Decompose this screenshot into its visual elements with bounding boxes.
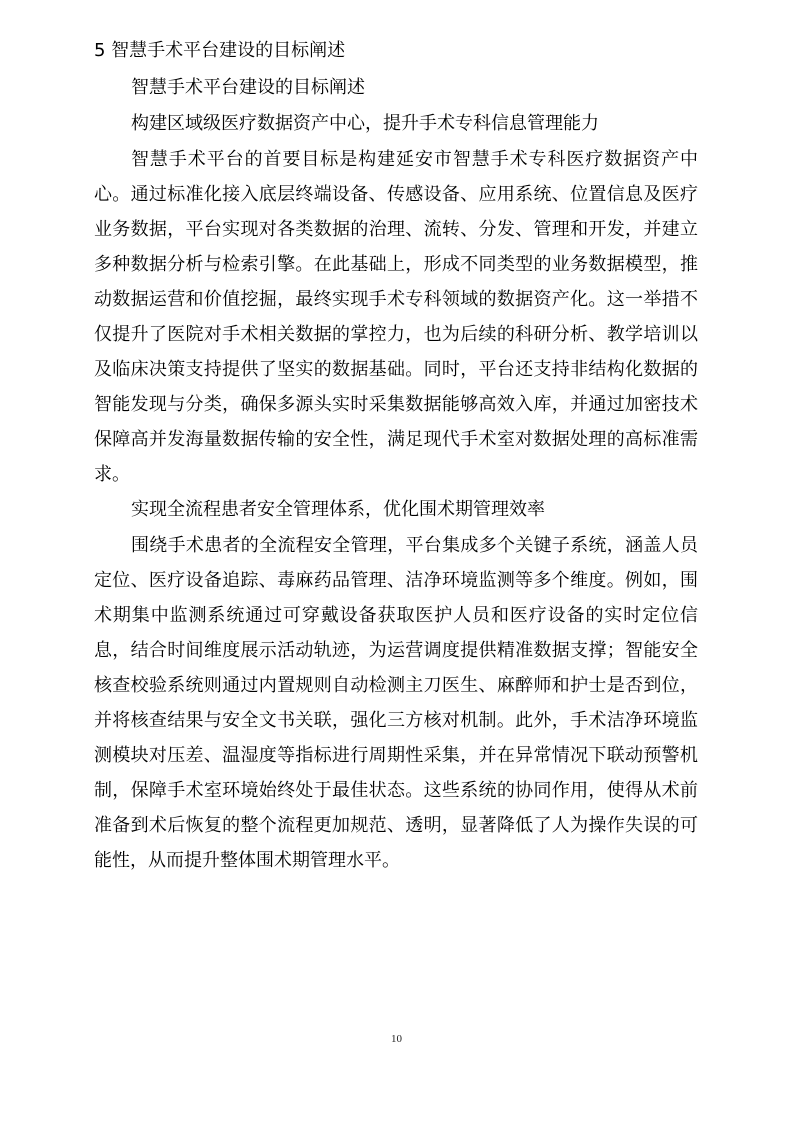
paragraph-data-asset-center: 智慧手术平台的首要目标是构建延安市智慧手术专科医疗数据资产中心。通过标准化接入底层终端设备、传感设备、应用系统、位置信息及医疗业务数据，平台实现对各类数据的治理、流转、分发、管理和开发，并建立多种数据分析与检索引擎。在此基础上，形成不同类型的业务数据模型，推动数据运营和价值挖掘，最终实现手术专科领域的数据资产化。这一举措不仅提升了医院对手术相关数据的掌控力，也为后续的科研分析、教学培训以及临床决策支持提供了坚实的数据基础。同时，平台还支持非结构化数据的智能发现与分类，确保多源头实时采集数据能够高效入库，并通过加密技术保障高并发海量数据传输的安全性，满足现代手术室对数据处理的高标准需求。 [94, 149, 698, 485]
paragraph-patient-safety: 围绕手术患者的全流程安全管理，平台集成多个关键子系统，涵盖人员定位、医疗设备追踪、毒麻药品管理、洁净环境监测等多个维度。例如，围术期集中监测系统通过可穿戴设备获取医护人员和医疗设备的实时定位信息，结合时间维度展示活动轨迹，为运营调度提供精准数据支撑；智能安全核查校验系统则通过内置规则自动检测主刀医生、麻醉师和护士是否到位，并将核查结果与安全文书关联，强化三方核对机制。此外，手术洁净环境监测模块对压差、温湿度等指标进行周期性采集，并在异常情况下联动预警机制，保障手术室环境始终处于最佳状态。这些系统的协同作用，使得从术前准备到术后恢复的整个流程更加规范、透明，显著降低了人为操作失误的可能性，从而提升整体围术期管理水平。 [94, 535, 698, 871]
heading-patient-safety: 实现全流程患者安全管理体系，优化围术期管理效率 [131, 499, 545, 520]
chapter-title: 5 智慧手术平台建设的目标阐述 [94, 40, 346, 61]
document-page [94, 36, 698, 878]
heading-data-asset-center: 构建区域级医疗数据资产中心，提升手术专科信息管理能力 [131, 113, 599, 134]
section-subtitle: 智慧手术平台建设的目标阐述 [131, 77, 365, 98]
page-number: 10 [391, 1033, 402, 1045]
